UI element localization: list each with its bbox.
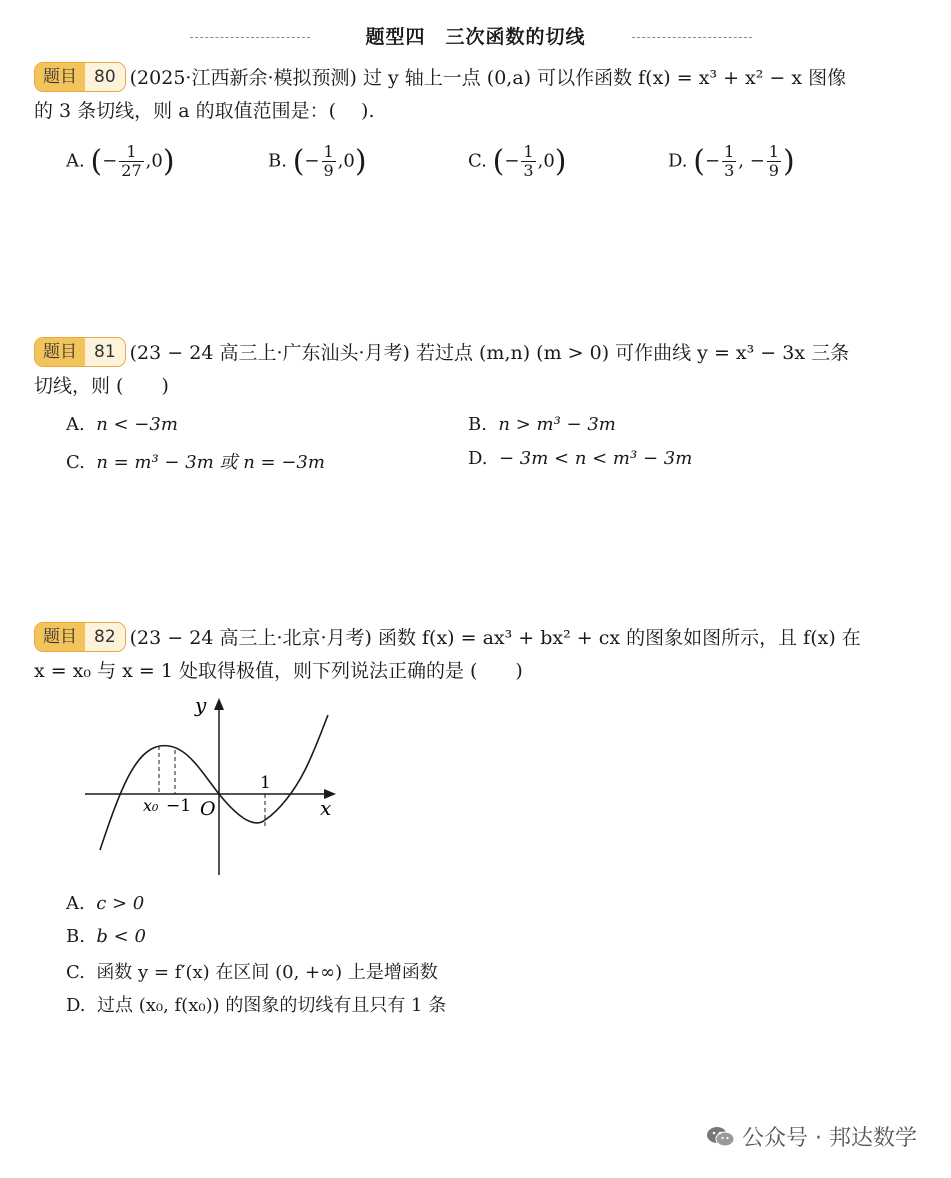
option-82-d[interactable]: D. 过点 (x₀, f(x₀)) 的图象的切线有且只有 1 条	[66, 995, 447, 1016]
question-badge	[34, 62, 126, 92]
cubic-function-graph	[80, 690, 350, 880]
option-letter: B.	[268, 150, 287, 172]
question-badge	[34, 622, 126, 652]
x-axis-label: x	[320, 796, 332, 820]
option-81-b[interactable]: B. n > m³ − 3m	[468, 414, 616, 435]
tick-label-1: 1	[260, 773, 271, 793]
option-80-a[interactable]: A. (− $\frac{1}{27}$ ,0)	[66, 142, 175, 180]
fraction: $\frac{1}{3}$	[724, 142, 735, 180]
option-80-d[interactable]: D. (− $\frac{1}{3}$ , − $\frac{1}{9}$ )	[668, 142, 795, 180]
badge-number: 81	[85, 338, 125, 366]
watermark	[706, 1121, 917, 1152]
option-letter: C.	[468, 150, 487, 172]
option-82-c[interactable]: C. 函数 y = f′(x) 在区间 (0, +∞) 上是增函数	[66, 962, 438, 983]
badge-number: 80	[85, 63, 125, 91]
fraction: $\frac{1}{27}$	[121, 142, 142, 180]
badge-label: 题目	[35, 338, 85, 366]
question-80-line2: 的 3 条切线，则 a 的取值范围是：( ).	[34, 100, 375, 122]
option-81-a[interactable]: A. n < −3m	[66, 414, 178, 435]
badge-label: 题目	[35, 623, 85, 651]
header-right-rule	[632, 37, 752, 38]
option-letter: D.	[668, 150, 688, 172]
y-axis-label: y	[195, 693, 207, 717]
question-82	[34, 622, 914, 688]
badge-label: 题目	[35, 63, 85, 91]
question-badge	[34, 337, 126, 367]
option-82-b[interactable]: B. b < 0	[66, 926, 146, 947]
fraction: $\frac{1}{3}$	[523, 142, 534, 180]
question-text: (2025·江西新余·模拟预测) 过 y 轴上一点 (0,a) 可以作函数 f(x) = x³ + x² − x 图像	[129, 67, 847, 89]
fraction: $\frac{1}{9}$	[768, 142, 779, 180]
tick-label-minus1: −1	[166, 796, 192, 816]
section-title: 题型四 三次函数的切线	[365, 26, 586, 48]
badge-number: 82	[85, 623, 125, 651]
question-82-line1	[34, 622, 914, 655]
option-80-c[interactable]: C. (− $\frac{1}{3}$ ,0)	[468, 142, 567, 180]
y-axis-arrow	[214, 698, 224, 710]
option-82-a[interactable]: A. c > 0	[66, 893, 145, 914]
watermark-text: 公众号 · 邦达数学	[742, 1126, 917, 1151]
question-80	[34, 62, 914, 128]
section-header	[0, 18, 951, 52]
tick-label-x0: x₀	[143, 796, 159, 815]
fraction: $\frac{1}{9}$	[323, 142, 334, 180]
question-text: (23 − 24 高三上·北京·月考) 函数 f(x) = ax³ + bx² + cx 的图象如图所示，且 f(x) 在	[129, 627, 861, 649]
option-81-d[interactable]: D. − 3m < n < m³ − 3m	[468, 448, 693, 469]
question-text: (23 − 24 高三上·广东汕头·月考) 若过点 (m,n) (m > 0) 可作曲线 y = x³ − 3x 三条	[129, 342, 850, 364]
question-82-line2: x = x₀ 与 x = 1 处取得极值，则下列说法正确的是 ( )	[34, 660, 523, 682]
question-80-line1	[34, 62, 914, 95]
option-81-c[interactable]: C. n = m³ − 3m 或 n = −3m	[66, 452, 325, 473]
option-80-b[interactable]: B. (− $\frac{1}{9}$ ,0)	[268, 142, 367, 180]
function-curve	[100, 715, 328, 850]
origin-label: O	[200, 798, 216, 820]
wechat-icon	[706, 1125, 736, 1149]
option-letter: A.	[66, 150, 85, 172]
question-81	[34, 337, 914, 403]
question-81-line2: 切线，则 ( )	[34, 375, 169, 397]
question-81-line1	[34, 337, 914, 370]
